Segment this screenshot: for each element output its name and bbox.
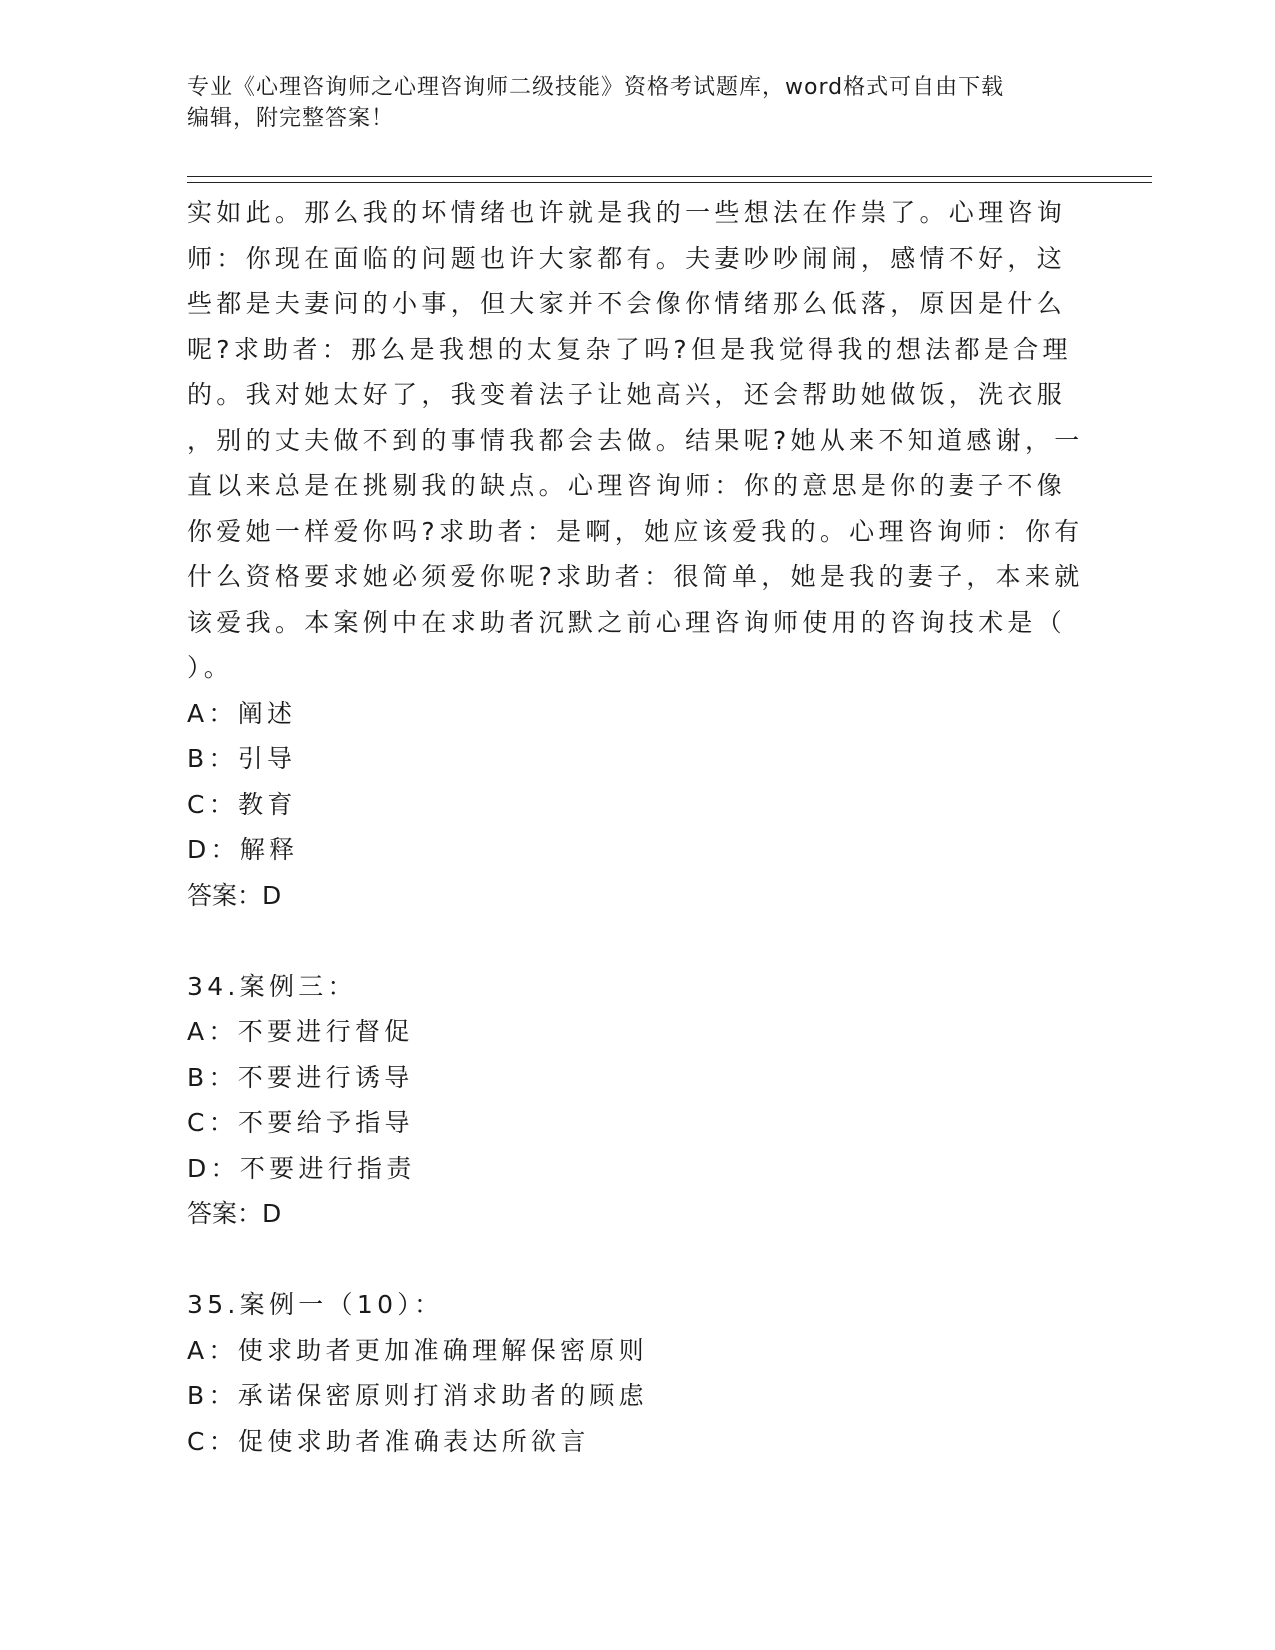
- option-d: D：不要进行指责: [187, 1153, 416, 1183]
- document-body: [187, 190, 1084, 1464]
- stem-line: 直以来总是在挑剔我的缺点。心理咨询师：你的意思是你的妻子不像: [187, 471, 1067, 500]
- spacer: [187, 1237, 1067, 1283]
- option-c: C：不要给予指导: [187, 1108, 414, 1137]
- question-34-title: 34.案例三：: [187, 971, 357, 1001]
- header-line-2: 编辑，附完整答案！: [187, 106, 395, 131]
- header-divider-top: [187, 176, 1152, 177]
- stem-line: 的。我对她太好了，我变着法子让她高兴，还会帮助她做饭，洗衣服: [187, 380, 1067, 409]
- stem-line: 实如此。那么我的坏情绪也许就是我的一些想法在作祟了。心理咨询: [187, 198, 1067, 227]
- option-d: D：解释: [187, 835, 299, 864]
- document-header: [187, 72, 1067, 134]
- stem-line: 些都是夫妻问的小事，但大家并不会像你情绪那么低落，原因是什么: [187, 289, 1067, 318]
- header-divider-bottom: [187, 182, 1152, 183]
- question-35-title: 35.案例一（10）：: [187, 1290, 444, 1319]
- stem-line: 该爱我。本案例中在求助者沉默之前心理咨询师使用的咨询技术是（: [187, 607, 1067, 637]
- question-35-options: [187, 1328, 1067, 1465]
- stem-line: 呢?求助者：那么是我想的太复杂了吗?但是我觉得我的想法都是合理: [187, 334, 1072, 364]
- stem-line: ，别的丈夫做不到的事情我都会去做。结果呢?她从来不知道感谢，一: [187, 425, 1084, 455]
- stem-line: ）。: [187, 653, 234, 682]
- question-33-answer: 答案：D: [187, 880, 282, 910]
- header-line-1: 专业《心理咨询师之心理咨询师二级技能》资格考试题库，word格式可自由下载: [187, 75, 1005, 100]
- stem-line: 你爱她一样爱你吗?求助者：是啊，她应该爱我的。心理咨询师：你有: [187, 516, 1084, 546]
- option-b: B：不要进行诱导: [187, 1062, 414, 1092]
- spacer: [187, 918, 1067, 964]
- option-c: C：促使求助者准确表达所欲言: [187, 1426, 590, 1456]
- question-33-options: [187, 691, 1067, 873]
- stem-line: 什么资格要求她必须爱你呢?求助者：很简单，她是我的妻子，本来就: [187, 562, 1084, 591]
- option-a: A：使求助者更加准确理解保密原则: [187, 1335, 648, 1365]
- option-b: B：承诺保密原则打消求助者的顾虑: [187, 1381, 648, 1410]
- option-b: B：引导: [187, 744, 297, 773]
- stem-line: 师：你现在面临的问题也许大家都有。夫妻吵吵闹闹，感情不好，这: [187, 243, 1067, 273]
- question-34-options: [187, 1009, 1067, 1191]
- question-33-stem: [187, 190, 1084, 691]
- option-a: A：不要进行督促: [187, 1017, 414, 1046]
- option-a: A：阐述: [187, 698, 297, 728]
- question-34-answer: 答案：D: [187, 1199, 282, 1228]
- option-c: C：教育: [187, 789, 297, 819]
